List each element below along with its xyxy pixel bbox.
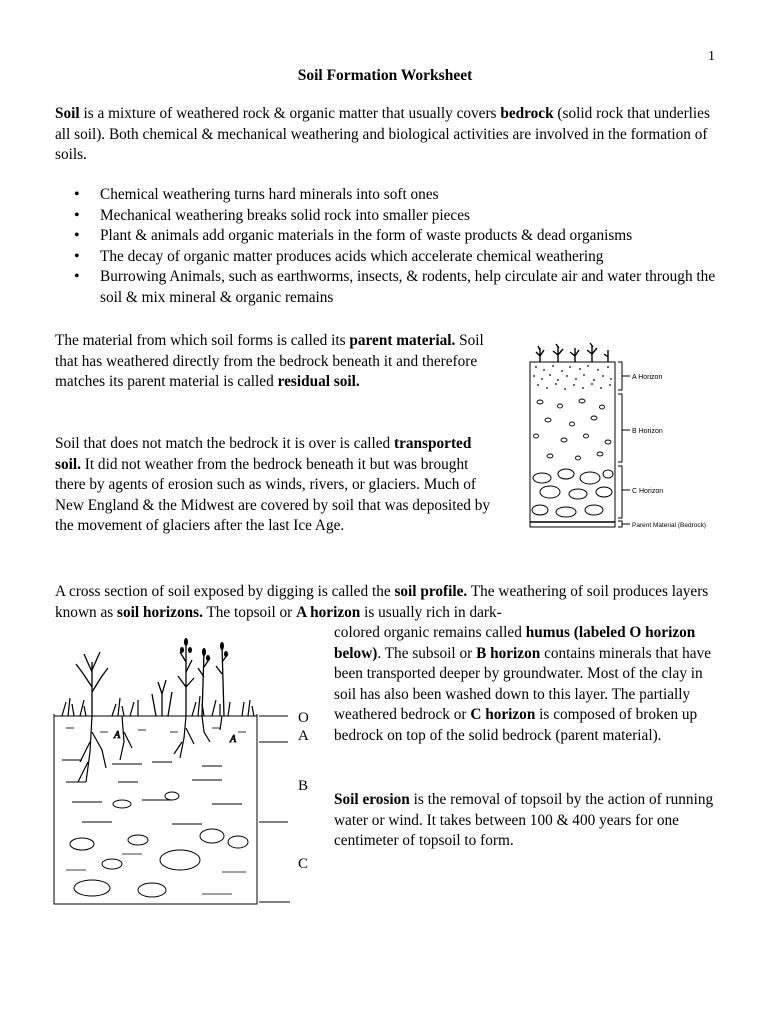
parent-material-paragraph: The material from which soil forms is called its parent material. Soil that has weathered directly from the bedrock beneath it and therefore matches its parent material is called residual soil. [55,332,484,391]
intro-paragraph: Soil is a mixture of weathered rock & organic matter that usually covers bedrock (solid rock that underlies all soil). Both chemical & mechanical weathering and biological activities are involved in the formation of soils. [55,105,710,164]
list-item: • The decay of organic matter produces acids which accelerate chemical weathering [55,247,735,268]
a-horizon-label: A [298,728,309,744]
soil-profile-paragraph-continued: colored organic remains called humus (labeled O horizon below). The subsoil or B horizon contains minerals that have been transported deeper by groundwater. Most of the clay in soil has also been washed down to this layer. The partially weathered bedrock or C horizon is composed of broken up bedrock on top of the solid bedrock (parent material). [334,624,712,744]
svg-text:A: A [114,730,121,741]
list-item: • Chemical weathering turns hard minerals into soft ones [55,185,735,206]
a-horizon-label: A Horizon [632,374,663,381]
soil-erosion-paragraph: Soil erosion is the removal of topsoil by the action of running water or wind. It takes between 100 & 400 years for one centimeter of topsoil to form. [334,791,714,850]
list-item: • Mechanical weathering breaks solid rock into smaller pieces [55,206,735,227]
page-title: Soil Formation Worksheet [297,67,473,84]
c-horizon-label: C [298,856,309,872]
c-horizon-label: C Horizon [632,488,664,495]
transported-soil-paragraph: Soil that does not match the bedrock it is over is called transported soil. It did not weather from the bedrock beneath it but was brought there by agents of erosion such as winds, rivers, or glaciers. Much of New England & the Midwest are covered by soil that was deposited by the movement of glaciers after the last Ice Age. [55,435,491,535]
horizons-diagram [52,632,322,912]
bullet-list [55,185,735,309]
o-horizon-label: O [298,710,309,726]
bedrock-label: Parent Material (Bedrock) [632,522,707,529]
svg-text:A: A [230,734,237,745]
page-number: 1 [708,49,715,64]
soil-profile-paragraph: A cross section of soil exposed by digging is called the soil profile. The weathering of soil produces layers known as soil horizons. The topsoil or A horizon is usually rich in dark- [55,583,709,621]
b-horizon-label: B Horizon [632,428,663,435]
list-item: • Plant & animals add organic materials in the form of waste products & dead organisms [55,226,735,247]
b-horizon-label: B [298,778,309,794]
list-item: • Burrowing Animals, such as earthworms, insects, & rodents, help circulate air and water through the soil & mix mineral & organic remains [55,267,735,308]
soil-profile-diagram [520,340,720,540]
